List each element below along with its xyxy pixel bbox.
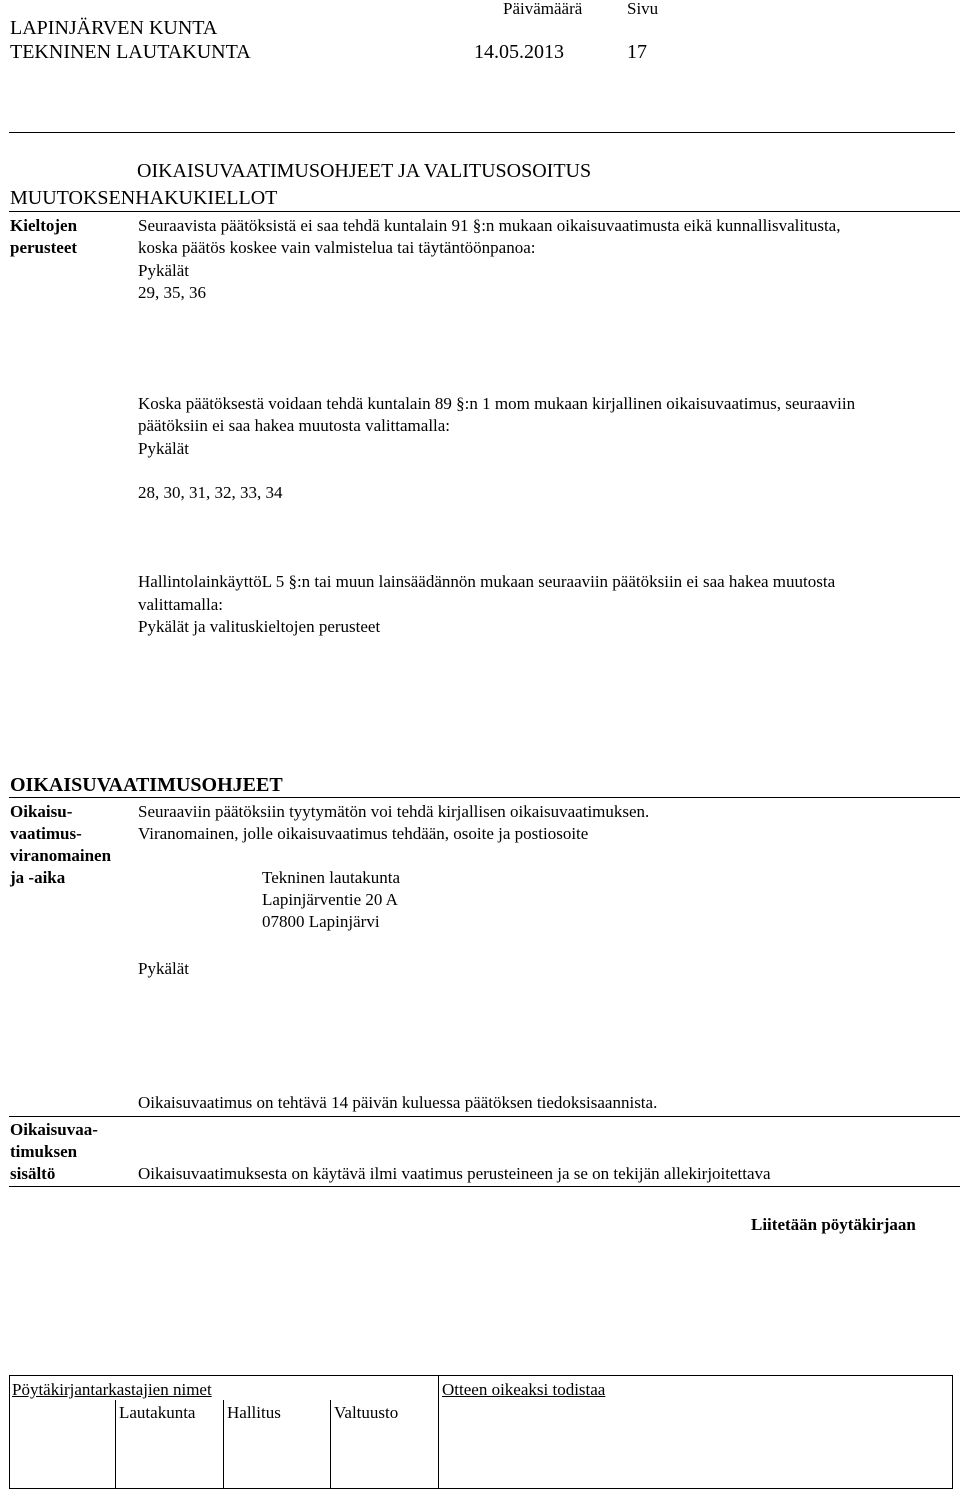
- footer-left-title-text: Pöytäkirjantarkastajien nimet: [12, 1380, 212, 1399]
- authority-street: Lapinjärventie 20 A: [262, 890, 398, 909]
- section1-divider: [9, 211, 960, 212]
- footer-col-divider-3: [330, 1400, 331, 1489]
- section1-side-label-1: Kieltojen: [10, 216, 78, 235]
- page-number: 17: [627, 41, 647, 63]
- board-name: TEKNINEN LAUTAKUNTA: [10, 41, 251, 63]
- para3-line2: valittamalla:: [138, 595, 223, 614]
- section3-side-label-1: Oikaisuvaa-: [10, 1120, 98, 1139]
- section3-line2: Oikaisuvaatimuksesta on käytävä ilmi vaatimus perusteineen ja se on tekijän allekirjoitettava: [138, 1164, 771, 1183]
- para1-label: Pykälät: [138, 261, 189, 280]
- para3-label: Pykälät ja valituskieltojen perusteet: [138, 617, 381, 636]
- section3-line1: Oikaisuvaatimus on tehtävä 14 päivän kuluessa päätöksen tiedoksisaannista.: [138, 1093, 658, 1112]
- para1-values: 29, 35, 36: [138, 283, 206, 302]
- header-divider: [9, 132, 955, 133]
- section2-side-label-3: viranomainen: [10, 846, 112, 865]
- para1-line2: koska päätös koskee vain valmistelua tai täytäntöönpanoa:: [138, 238, 536, 257]
- para2-line1: Koska päätöksestä voidaan tehdä kuntalain 89 §:n 1 mom mukaan kirjallinen oikaisuvaatimus, seuraaviin: [138, 394, 856, 413]
- section1-side-label-2: perusteet: [10, 238, 78, 257]
- section1-heading: MUUTOKSENHAKUKIELLOT: [10, 187, 278, 209]
- footer-divider: [438, 1375, 439, 1489]
- footer-col-valtuusto: Valtuusto: [334, 1403, 399, 1422]
- section3-side-label-3: sisältö: [10, 1164, 56, 1183]
- authority-name: Tekninen lautakunta: [262, 868, 401, 887]
- org-name: LAPINJÄRVEN KUNTA: [10, 17, 218, 39]
- section3-bottom-divider: [9, 1186, 960, 1187]
- date-label: Päivämäärä: [503, 0, 583, 18]
- section2-side-label-4: ja -aika: [10, 868, 66, 887]
- page-label: Sivu: [627, 0, 659, 18]
- footer-right-title: [442, 1379, 605, 1401]
- attachment-note: Liitetään pöytäkirjaan: [751, 1215, 916, 1234]
- footer-right-title-text: Otteen oikeaksi todistaa: [442, 1380, 606, 1399]
- section2-line2: Viranomainen, jolle oikaisuvaatimus tehdään, osoite ja postiosoite: [138, 824, 589, 843]
- meeting-date: 14.05.2013: [474, 41, 564, 63]
- para2-values: 28, 30, 31, 32, 33, 34: [138, 483, 283, 502]
- section2-line1: Seuraaviin päätöksiin tyytymätön voi tehdä kirjallisen oikaisuvaatimuksen.: [138, 802, 650, 821]
- section2-side-label-1: Oikaisu-: [10, 802, 73, 821]
- section3-side-label-2: timuksen: [10, 1142, 78, 1161]
- footer-col-divider-1: [115, 1400, 116, 1489]
- footer-left-title: [12, 1379, 212, 1401]
- section2-heading: OIKAISUVAATIMUSOHJEET: [10, 774, 283, 796]
- section2-label: Pykälät: [138, 959, 189, 978]
- footer-col-lautakunta: Lautakunta: [119, 1403, 196, 1422]
- section2-side-label-2: vaatimus-: [10, 824, 82, 843]
- para2-label: Pykälät: [138, 439, 189, 458]
- section3-divider: [9, 1116, 960, 1117]
- section2-divider: [9, 797, 960, 798]
- para2-line2: päätöksiin ei saa hakea muutosta valittamalla:: [138, 416, 451, 435]
- main-title: OIKAISUVAATIMUSOHJEET JA VALITUSOSOITUS: [137, 160, 592, 182]
- para1-line1: Seuraavista päätöksistä ei saa tehdä kuntalain 91 §:n mukaan oikaisuvaatimusta eikä kunnallisvalitusta,: [138, 216, 841, 235]
- footer-col-hallitus: Hallitus: [227, 1403, 281, 1422]
- footer-col-divider-2: [223, 1400, 224, 1489]
- para3-line1: HallintolainkäyttöL 5 §:n tai muun lainsäädännön mukaan seuraaviin päätöksiin ei saa hakea muutosta: [138, 572, 836, 591]
- authority-postal: 07800 Lapinjärvi: [262, 912, 380, 931]
